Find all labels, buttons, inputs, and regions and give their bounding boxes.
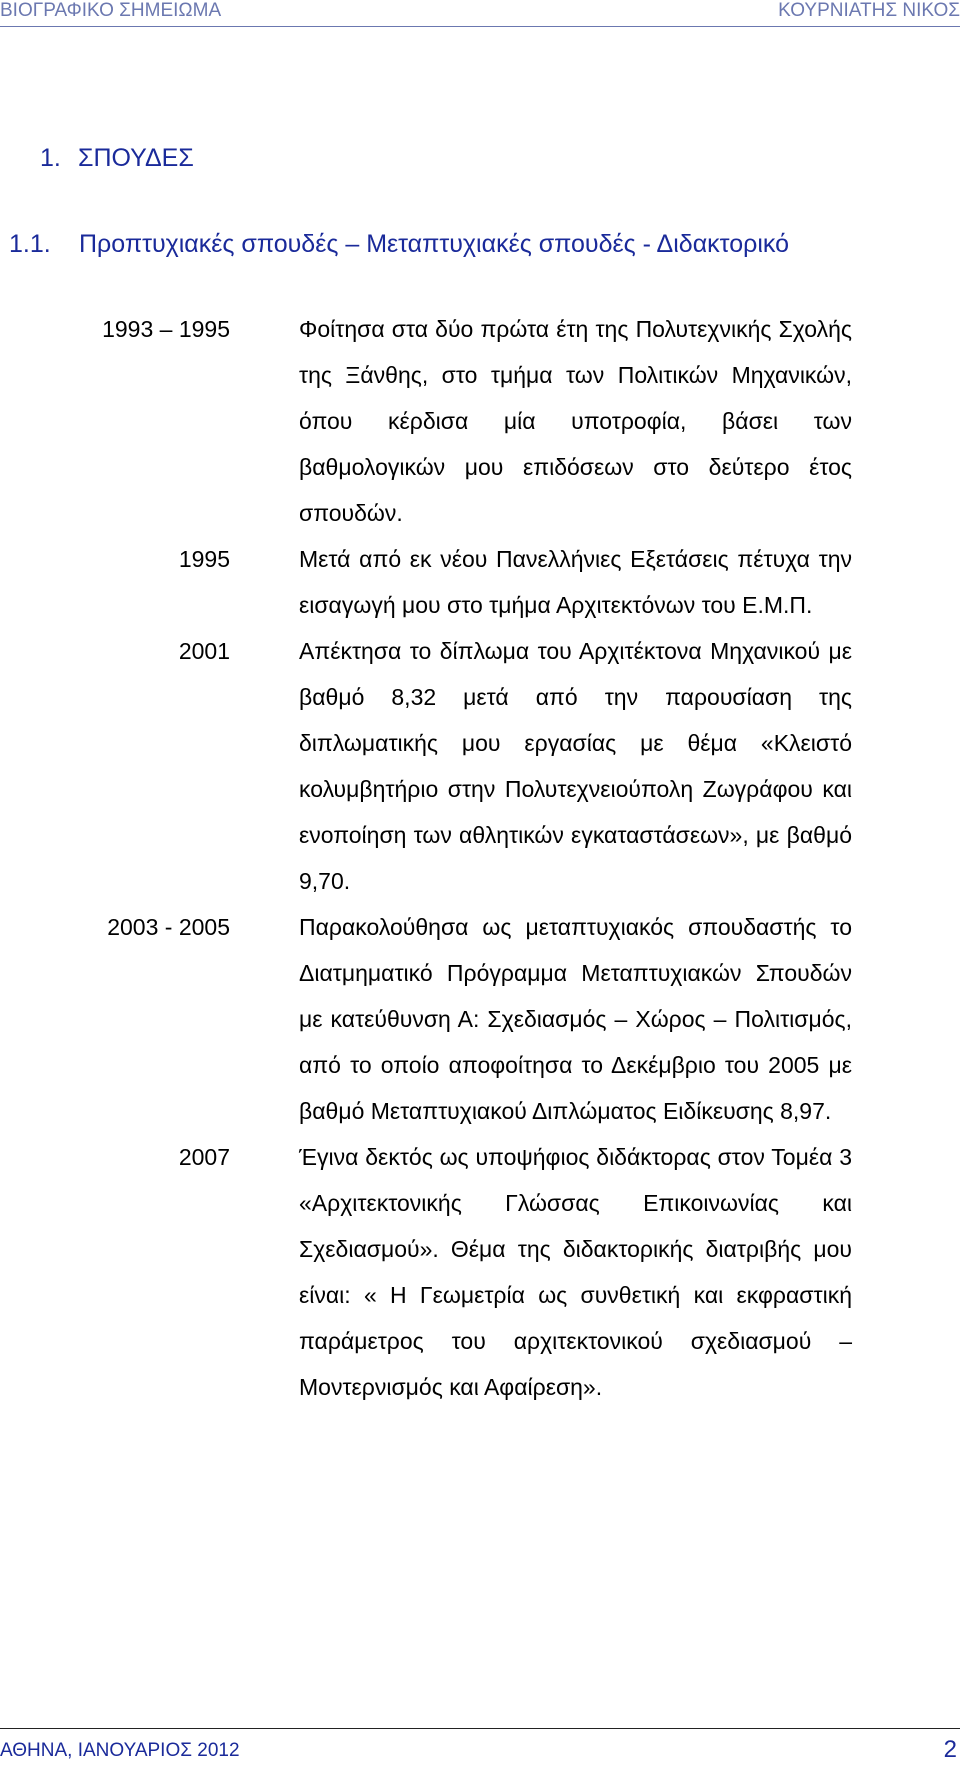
education-entry bbox=[0, 306, 960, 536]
entry-text: Έγινα δεκτός ως υποψήφιος διδάκτορας στον Τομέα 3 «Αρχιτεκτονικής Γλώσσας Επικοινωνίας και Σχεδιασμού». Θέμα της διδακτορικής διατριβής μου είναι: « Η Γεωμετρία ως συνθετική και εκφραστική παράμετρος του αρχιτεκτονικού σχεδιασμού – Μοντερνισμός και Αφαίρεση». bbox=[299, 1144, 852, 1400]
entry-text: Παρακολούθησα ως μεταπτυχιακός σπουδαστής το Διατμηματικό Πρόγραμμα Μεταπτυχιακών Σπουδών με κατεύθυνση Α: Σχεδιασμός – Χώρος – Πολιτισμός, από το οποίο αποφοίτησα το Δεκέμβριο του 2005 με βαθμό Μεταπτυχιακού Διπλώματος Ειδίκευσης 8,97. bbox=[299, 914, 852, 1124]
entry-year: 1993 – 1995 bbox=[102, 316, 230, 342]
entry-text: Μετά από εκ νέου Πανελλήνιες Εξετάσεις πέτυχα την εισαγωγή μου στο τμήμα Αρχιτεκτόνων του Ε.Μ.Π. bbox=[299, 546, 852, 618]
entry-year: 2003 - 2005 bbox=[107, 914, 230, 940]
education-entry bbox=[0, 536, 960, 628]
education-entry bbox=[0, 1134, 960, 1410]
header-right: ΚΟΥΡΝΙΑΤΗΣ ΝΙΚΟΣ bbox=[778, 0, 960, 21]
section-title: ΣΠΟΥΔΕΣ bbox=[78, 144, 194, 172]
subsection-number: 1.1. bbox=[9, 230, 51, 258]
education-entry bbox=[0, 904, 960, 1134]
subsection-title: Προπτυχιακές σπουδές – Μεταπτυχιακές σπουδές - Διδακτορικό bbox=[79, 230, 789, 258]
section-heading bbox=[40, 144, 194, 173]
footer-location-date: ΑΘΗΝΑ, ΙΑΝΟΥΑΡΙΟΣ 2012 bbox=[0, 1740, 240, 1761]
entry-text: Φοίτησα στα δύο πρώτα έτη της Πολυτεχνικής Σχολής της Ξάνθης, στο τμήμα των Πολιτικών Μηχανικών, όπου κέρδισα μία υποτροφία, βάσει των βαθμολογικών μου επιδόσεων στο δεύτερο έτος σπουδών. bbox=[299, 316, 852, 526]
entry-year: 2001 bbox=[178, 638, 230, 664]
page-number: 2 bbox=[943, 1736, 957, 1763]
section-number: 1. bbox=[40, 144, 61, 172]
header-left: ΒΙΟΓΡΑΦΙΚΟ ΣΗΜΕΙΩΜΑ bbox=[0, 0, 222, 21]
education-entries bbox=[0, 306, 960, 1410]
entry-text: Απέκτησα το δίπλωμα του Αρχιτέκτονα Μηχανικού με βαθμό 8,32 μετά από την παρουσίαση της διπλωματικής μου εργασίας με θέμα «Κλειστό κολυμβητήριο στην Πολυτεχνειούπολη Ζωγράφου και ενοποίηση των αθλητικών εγκαταστάσεων», με βαθμό 9,70. bbox=[299, 638, 852, 894]
entry-year: 2007 bbox=[178, 1144, 230, 1170]
header-divider bbox=[0, 26, 960, 27]
entry-year: 1995 bbox=[178, 546, 230, 572]
subsection-heading bbox=[9, 230, 789, 259]
education-entry bbox=[0, 628, 960, 904]
footer-divider bbox=[0, 1728, 960, 1729]
